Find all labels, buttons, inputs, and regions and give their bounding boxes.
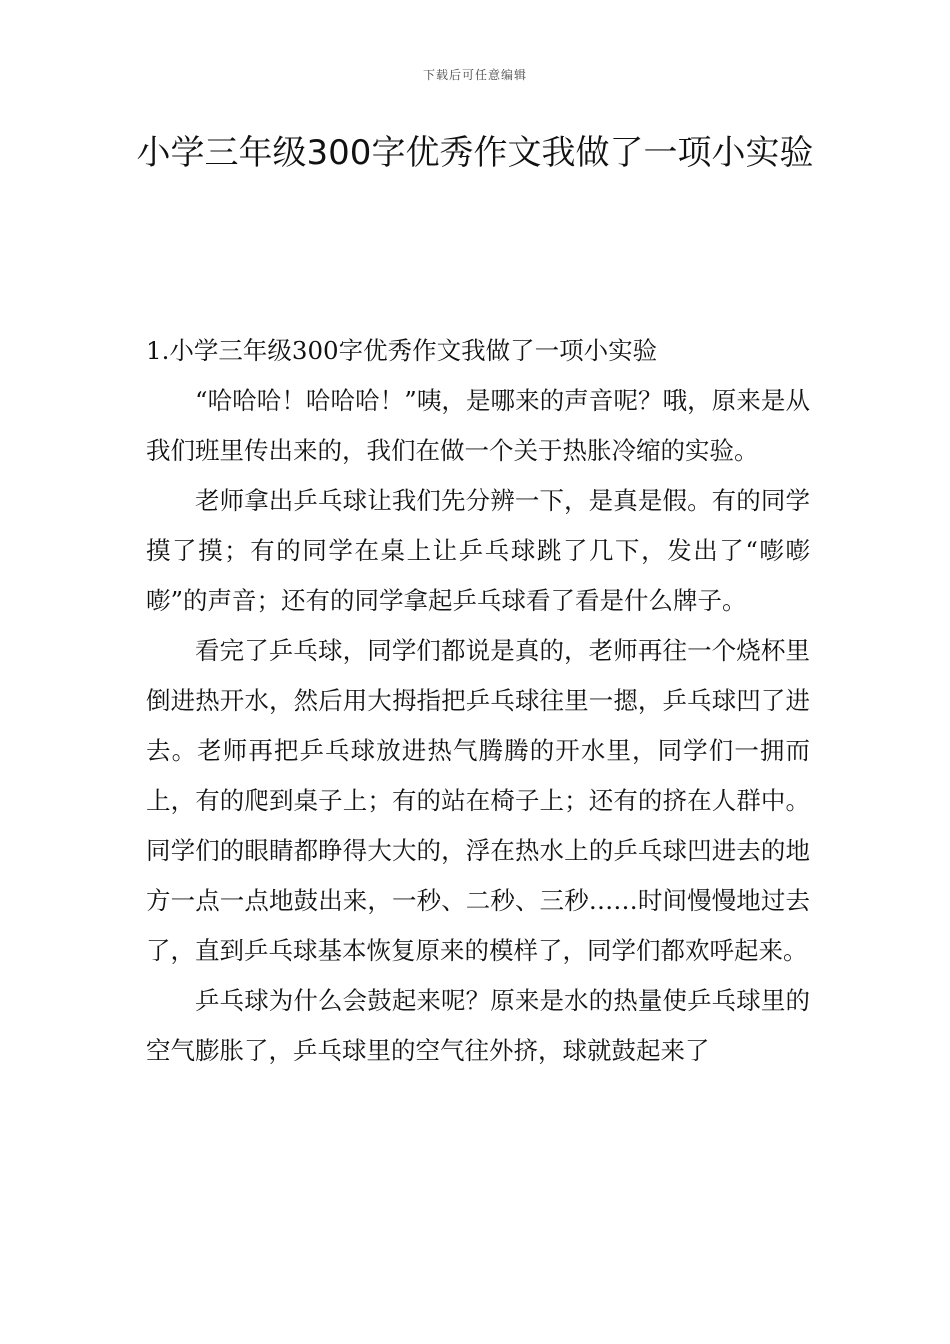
document-title: 小学三年级300字优秀作文我做了一项小实验 bbox=[136, 133, 814, 173]
paragraph-2: 老师拿出乒乓球让我们先分辨一下，是真是假。有的同学摸了摸；有的同学在桌上让乒乓球跳了几下，发出了“嘭嘭嘭”的声音；还有的同学拿起乒乓球看了看是什么牌子。 bbox=[146, 486, 810, 615]
page-header-note: 下载后可任意编辑 bbox=[422, 68, 527, 82]
section-heading: 1.小学三年级300字优秀作文我做了一项小实验 bbox=[146, 336, 658, 365]
paragraph-3: 看完了乒乓球，同学们都说是真的，老师再往一个烧杯里倒进热开水，然后用大拇指把乒乓球往里一摁，乒乓球凹了进去。老师再把乒乓球放进热气腾腾的开水里，同学们一拥而上，有的爬到桌子上；有的站在椅子上；还有的挤在人群中。同学们的眼睛都睁得大大的，浮在热水上的乒乓球凹进去的地方一点一点地鼓出来，一秒、二秒、三秒……时间慢慢地过去了，直到乒乓球基本恢复原来的模样了，同学们都欢呼起来。 bbox=[146, 636, 810, 965]
document-body bbox=[146, 326, 810, 1076]
paragraph-4: 乒乓球为什么会鼓起来呢？原来是水的热量使乒乓球里的空气膨胀了，乒乓球里的空气往外挤，球就鼓起来了 bbox=[146, 986, 810, 1065]
paragraph-1: “哈哈哈！哈哈哈！”咦，是哪来的声音呢？哦，原来是从我们班里传出来的，我们在做一个关于热胀冷缩的实验。 bbox=[146, 386, 810, 465]
